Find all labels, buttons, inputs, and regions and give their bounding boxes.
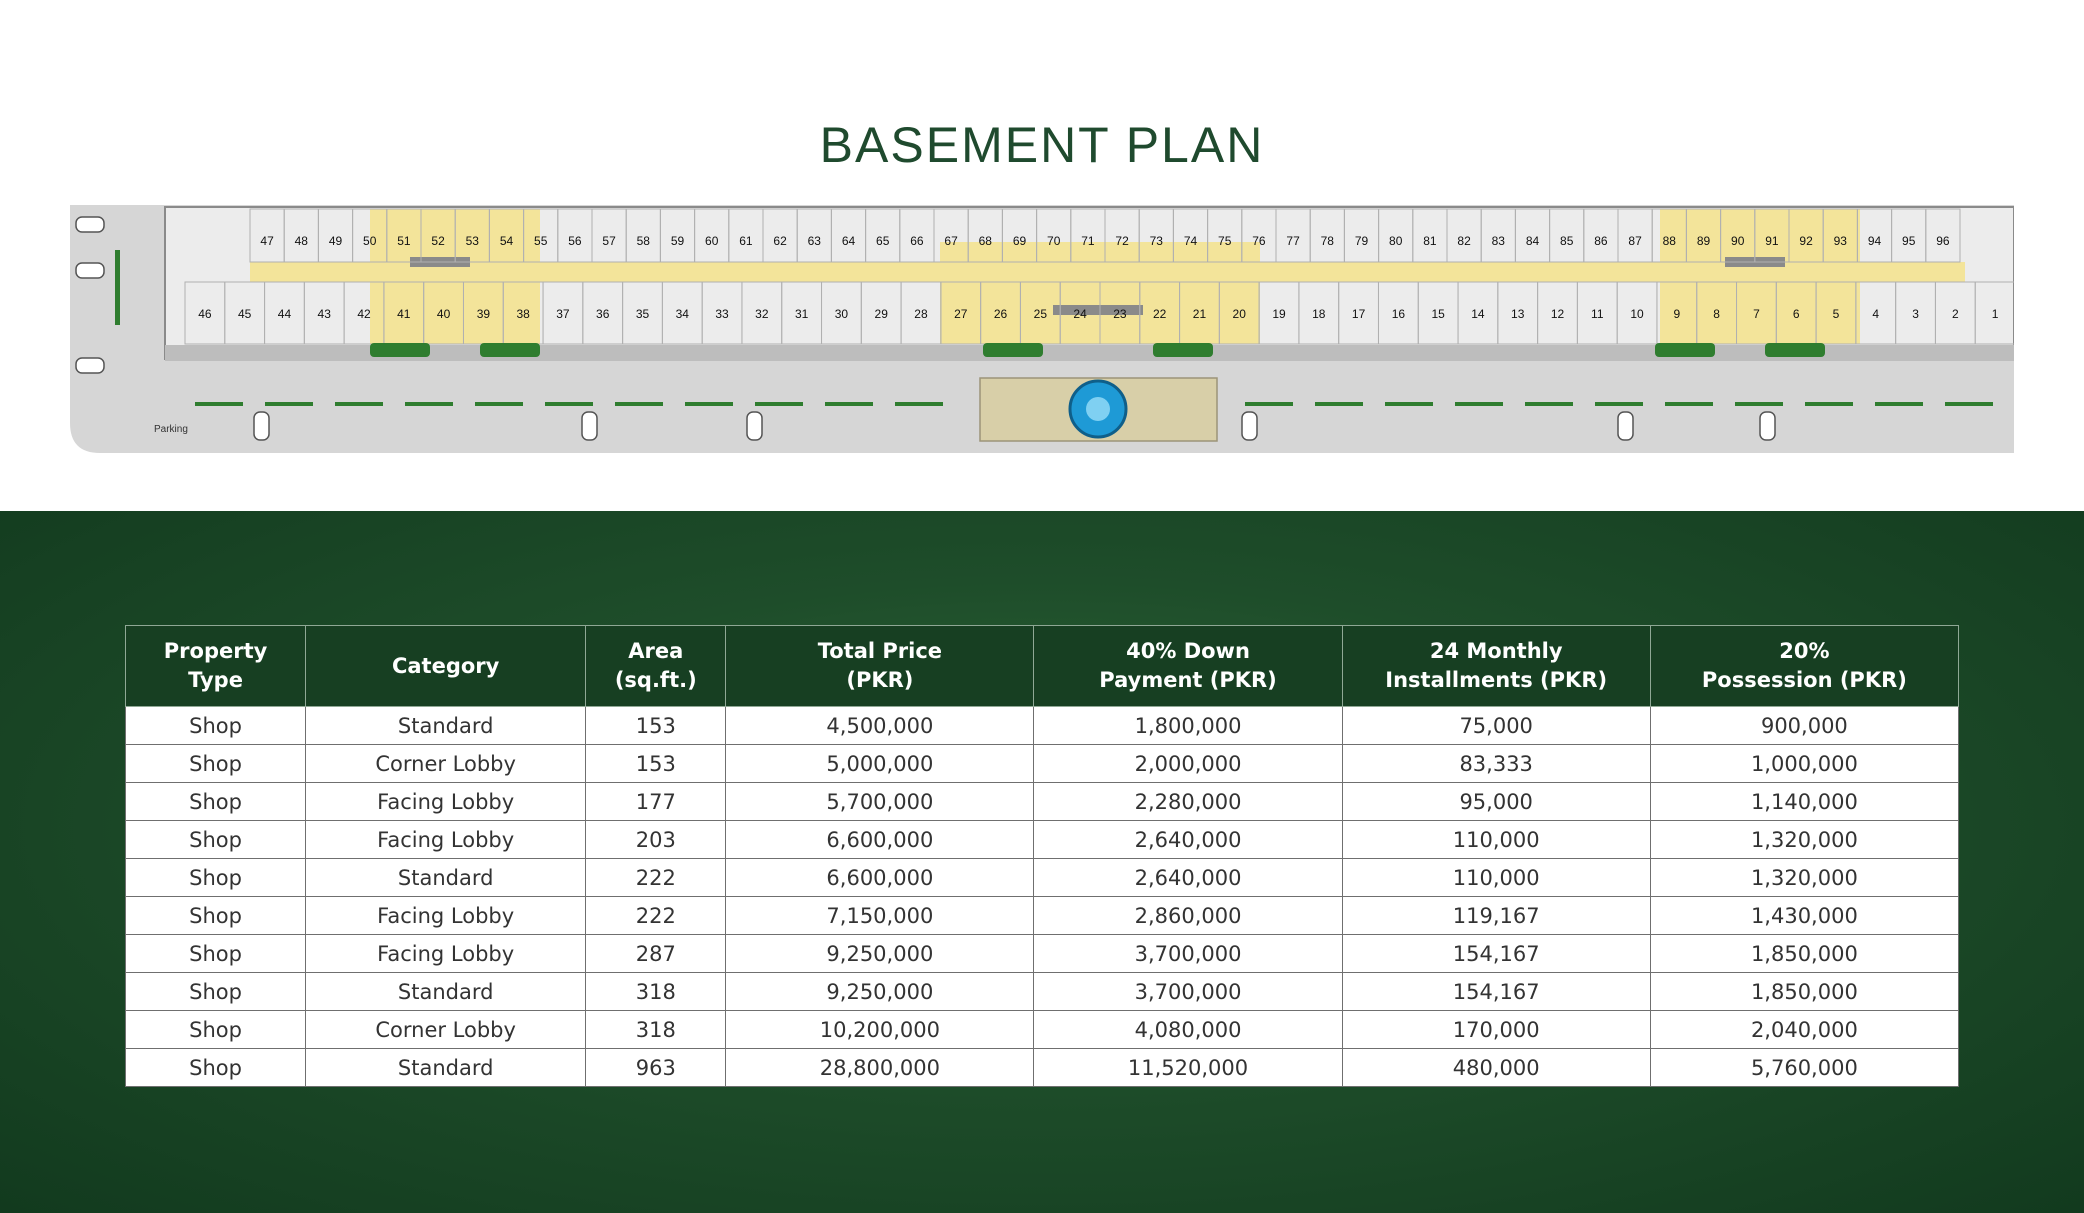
shop-number: 79 [1354, 234, 1369, 248]
shop-number: 66 [910, 234, 924, 248]
cell: 110,000 [1342, 821, 1650, 859]
cell: 5,000,000 [726, 745, 1034, 783]
cell: 153 [586, 745, 726, 783]
median-hedge [1945, 402, 1993, 406]
shop-number: 56 [568, 234, 582, 248]
median-hedge [335, 402, 383, 406]
shop-number: 90 [1731, 234, 1745, 248]
cell: 2,040,000 [1650, 1011, 1958, 1049]
hedge [983, 343, 1043, 357]
cell: 75,000 [1342, 707, 1650, 745]
median-hedge [825, 402, 873, 406]
cell: Facing Lobby [306, 897, 586, 935]
shop-number: 58 [636, 234, 650, 248]
cell: 318 [586, 973, 726, 1011]
shop-number: 45 [237, 307, 252, 321]
cell: 10,200,000 [726, 1011, 1034, 1049]
shop-number: 85 [1560, 234, 1574, 248]
shop-number: 40 [436, 307, 451, 321]
shop-number: 35 [635, 307, 650, 321]
header-property-type: Property Type [126, 626, 306, 707]
shop-number: 52 [431, 234, 445, 248]
median-hedge [1455, 402, 1503, 406]
shop-number: 75 [1218, 234, 1232, 248]
car-icon [582, 412, 597, 440]
shop-number: 47 [260, 234, 274, 248]
shop-number: 59 [670, 234, 685, 248]
median-hedge [755, 402, 803, 406]
lobby-right [1660, 209, 1860, 344]
median-hedge [1665, 402, 1713, 406]
shop-number: 8 [1713, 307, 1720, 321]
cell: 1,320,000 [1650, 821, 1958, 859]
cell: 963 [586, 1049, 726, 1087]
shop-number: 13 [1511, 307, 1525, 321]
shop-number: 34 [675, 307, 689, 321]
car-icon [254, 412, 269, 440]
cell: 119,167 [1342, 897, 1650, 935]
shop-number: 38 [516, 307, 530, 321]
car-icon [1760, 412, 1775, 440]
cell: Facing Lobby [306, 783, 586, 821]
cell: 95,000 [1342, 783, 1650, 821]
median-hedge [1735, 402, 1783, 406]
shop-number: 6 [1792, 307, 1800, 321]
header-category: Category [306, 626, 586, 707]
shop-number: 50 [363, 234, 377, 248]
header-area: Area (sq.ft.) [586, 626, 726, 707]
shop-number: 57 [602, 234, 616, 248]
car-icon [747, 412, 762, 440]
shop-number: 18 [1312, 307, 1326, 321]
cell: 153 [586, 707, 726, 745]
median-hedge [265, 402, 313, 406]
shop-number: 63 [807, 234, 821, 248]
cell: Shop [126, 935, 306, 973]
shop-number: 48 [294, 234, 308, 248]
car-icon [76, 358, 104, 373]
cell: 154,167 [1342, 935, 1650, 973]
shop-number: 44 [277, 307, 292, 321]
shop-number: 10 [1630, 307, 1644, 321]
shop-number: 4 [1872, 307, 1880, 321]
shop-number: 33 [715, 307, 729, 321]
cell: 3,700,000 [1034, 973, 1342, 1011]
cell: 9,250,000 [726, 973, 1034, 1011]
shop-number: 67 [944, 234, 958, 248]
shop-number: 74 [1183, 234, 1198, 248]
shop-number: 81 [1423, 234, 1437, 248]
median-hedge [1525, 402, 1573, 406]
shop-number: 36 [596, 307, 610, 321]
hedge [1765, 343, 1825, 357]
median-hedge [615, 402, 663, 406]
shop-number: 83 [1491, 234, 1505, 248]
shop-number: 96 [1936, 234, 1950, 248]
shop-number: 30 [834, 307, 849, 321]
shop-number: 9 [1673, 307, 1681, 321]
cell: Facing Lobby [306, 935, 586, 973]
escalator-center [1053, 305, 1143, 315]
shop-number: 95 [1902, 234, 1916, 248]
shop-number: 60 [705, 234, 719, 248]
cell: 318 [586, 1011, 726, 1049]
cell: Corner Lobby [306, 1011, 586, 1049]
table-row [126, 1011, 1959, 1049]
cell: Shop [126, 821, 306, 859]
shop-number: 91 [1765, 234, 1779, 248]
cell: 480,000 [1342, 1049, 1650, 1087]
cell: 11,520,000 [1034, 1049, 1342, 1087]
cell: 203 [586, 821, 726, 859]
cell: 2,280,000 [1034, 783, 1342, 821]
cell: 9,250,000 [726, 935, 1034, 973]
median-hedge [1385, 402, 1433, 406]
shop-number: 93 [1833, 234, 1847, 248]
median-hedge [545, 402, 593, 406]
median-hedge [685, 402, 733, 406]
cell: Shop [126, 973, 306, 1011]
median-hedge [895, 402, 943, 406]
cell: Shop [126, 1011, 306, 1049]
shop-number: 31 [794, 307, 809, 321]
car-icon [1242, 412, 1257, 440]
cell: Shop [126, 745, 306, 783]
shop-number: 29 [874, 307, 888, 321]
cell: 170,000 [1342, 1011, 1650, 1049]
shop-number: 68 [978, 234, 992, 248]
shop-number: 42 [357, 307, 371, 321]
shop-number: 84 [1525, 234, 1540, 248]
cell: Corner Lobby [306, 745, 586, 783]
shop-number: 62 [773, 234, 787, 248]
shop-number: 46 [198, 307, 212, 321]
shop-number: 61 [739, 234, 753, 248]
cell: 4,080,000 [1034, 1011, 1342, 1049]
cell: 1,320,000 [1650, 859, 1958, 897]
cell: Standard [306, 973, 586, 1011]
median-hedge [1805, 402, 1853, 406]
car-icon [1618, 412, 1633, 440]
cell: 2,640,000 [1034, 821, 1342, 859]
cell: Standard [306, 1049, 586, 1087]
cell: Shop [126, 783, 306, 821]
cell: 5,700,000 [726, 783, 1034, 821]
median-hedge [1315, 402, 1363, 406]
median-hedge [1595, 402, 1643, 406]
cell: 2,000,000 [1034, 745, 1342, 783]
shop-number: 26 [993, 307, 1008, 321]
header-down-payment: 40% Down Payment (PKR) [1034, 626, 1342, 707]
table-row [126, 745, 1959, 783]
car-icon [76, 217, 104, 232]
shop-number: 20 [1232, 307, 1246, 321]
cell: Shop [126, 859, 306, 897]
shop-number: 39 [476, 307, 491, 321]
cell: 6,600,000 [726, 859, 1034, 897]
cell: Shop [126, 1049, 306, 1087]
table-row [126, 707, 1959, 745]
cell: 177 [586, 783, 726, 821]
shop-number: 89 [1696, 234, 1711, 248]
shop-number: 2 [1951, 307, 1959, 321]
cell: 7,150,000 [726, 897, 1034, 935]
cell: 28,800,000 [726, 1049, 1034, 1087]
table-row [126, 821, 1959, 859]
table-row [126, 935, 1959, 973]
shop-number: 16 [1391, 307, 1406, 321]
shop-number: 3 [1912, 307, 1919, 321]
shop-number: 23 [1113, 307, 1127, 321]
shop-number: 77 [1286, 234, 1300, 248]
cell: 83,333 [1342, 745, 1650, 783]
hedge [1153, 343, 1213, 357]
cell: 1,000,000 [1650, 745, 1958, 783]
cell: 2,640,000 [1034, 859, 1342, 897]
table-row [126, 1049, 1959, 1087]
cell: 1,430,000 [1650, 897, 1958, 935]
cell: 1,140,000 [1650, 783, 1958, 821]
cell: 2,860,000 [1034, 897, 1342, 935]
shop-number: 73 [1149, 234, 1163, 248]
table-row [126, 897, 1959, 935]
shop-number: 76 [1252, 234, 1266, 248]
shop-number: 12 [1550, 307, 1565, 321]
cell: Shop [126, 707, 306, 745]
cell: 4,500,000 [726, 707, 1034, 745]
cell: Standard [306, 707, 586, 745]
shop-number: 87 [1628, 234, 1642, 248]
hedge [480, 343, 540, 357]
shop-number: 88 [1662, 234, 1676, 248]
table-row [126, 783, 1959, 821]
facade-strip [165, 345, 2014, 361]
shop-number: 28 [914, 307, 928, 321]
cell: 900,000 [1650, 707, 1958, 745]
median-hedge [1245, 402, 1293, 406]
cell: 287 [586, 935, 726, 973]
shop-number: 51 [397, 234, 411, 248]
shop-number: 32 [755, 307, 769, 321]
shop-number: 22 [1152, 307, 1167, 321]
shop-number: 70 [1047, 234, 1061, 248]
cell: 6,600,000 [726, 821, 1034, 859]
median-hedge [195, 402, 243, 406]
cell: 1,850,000 [1650, 935, 1958, 973]
shop-number: 72 [1115, 234, 1129, 248]
shop-number: 1 [1991, 307, 1999, 321]
hedge [115, 250, 120, 325]
cell: 3,700,000 [1034, 935, 1342, 973]
table-header-row [126, 626, 1959, 707]
shop-number: 25 [1033, 307, 1048, 321]
shop-number: 69 [1012, 234, 1027, 248]
cell: 1,850,000 [1650, 973, 1958, 1011]
shop-number: 54 [499, 234, 514, 248]
pricing-table [125, 625, 1959, 1087]
cell: Facing Lobby [306, 821, 586, 859]
header-total-price: Total Price (PKR) [726, 626, 1034, 707]
page-title: BASEMENT PLAN [819, 116, 1265, 173]
shop-number: 43 [317, 307, 331, 321]
cell: 154,167 [1342, 973, 1650, 1011]
shop-number: 80 [1389, 234, 1403, 248]
shop-number: 94 [1867, 234, 1882, 248]
shop-number: 11 [1591, 307, 1604, 321]
table-row [126, 859, 1959, 897]
cell: 5,760,000 [1650, 1049, 1958, 1087]
cell: 222 [586, 897, 726, 935]
hedge [370, 343, 430, 357]
header-possession: 20% Possession (PKR) [1650, 626, 1958, 707]
parking-label: Parking [154, 424, 188, 435]
shop-number: 21 [1192, 307, 1207, 321]
median-hedge [405, 402, 453, 406]
shop-number: 27 [954, 307, 968, 321]
shop-number: 78 [1320, 234, 1334, 248]
shop-number: 7 [1753, 307, 1760, 321]
shop-number: 71 [1081, 234, 1095, 248]
shop-number: 49 [328, 234, 343, 248]
cell: 1,800,000 [1034, 707, 1342, 745]
shop-number: 53 [465, 234, 479, 248]
fountain-center [1086, 397, 1110, 421]
hedge [1655, 343, 1715, 357]
shop-number: 15 [1431, 307, 1445, 321]
shop-number: 55 [534, 234, 548, 248]
shop-number: 17 [1351, 307, 1366, 321]
shop-number: 92 [1799, 234, 1813, 248]
shop-number: 41 [397, 307, 411, 321]
shop-number: 19 [1272, 307, 1286, 321]
shop-number: 14 [1471, 307, 1485, 321]
shop-number: 24 [1073, 307, 1087, 321]
shop-number: 37 [556, 307, 570, 321]
cell: Standard [306, 859, 586, 897]
header-monthly-installments: 24 Monthly Installments (PKR) [1342, 626, 1650, 707]
cell: Shop [126, 897, 306, 935]
cell: 222 [586, 859, 726, 897]
shop-number: 5 [1832, 307, 1840, 321]
shop-number: 82 [1457, 234, 1471, 248]
shop-number: 65 [876, 234, 890, 248]
median-hedge [1875, 402, 1923, 406]
table-row [126, 973, 1959, 1011]
shop-number: 86 [1594, 234, 1608, 248]
cell: 110,000 [1342, 859, 1650, 897]
car-icon [76, 263, 104, 278]
median-hedge [475, 402, 523, 406]
basement-floor-plan [70, 205, 2014, 455]
shop-number: 64 [841, 234, 856, 248]
